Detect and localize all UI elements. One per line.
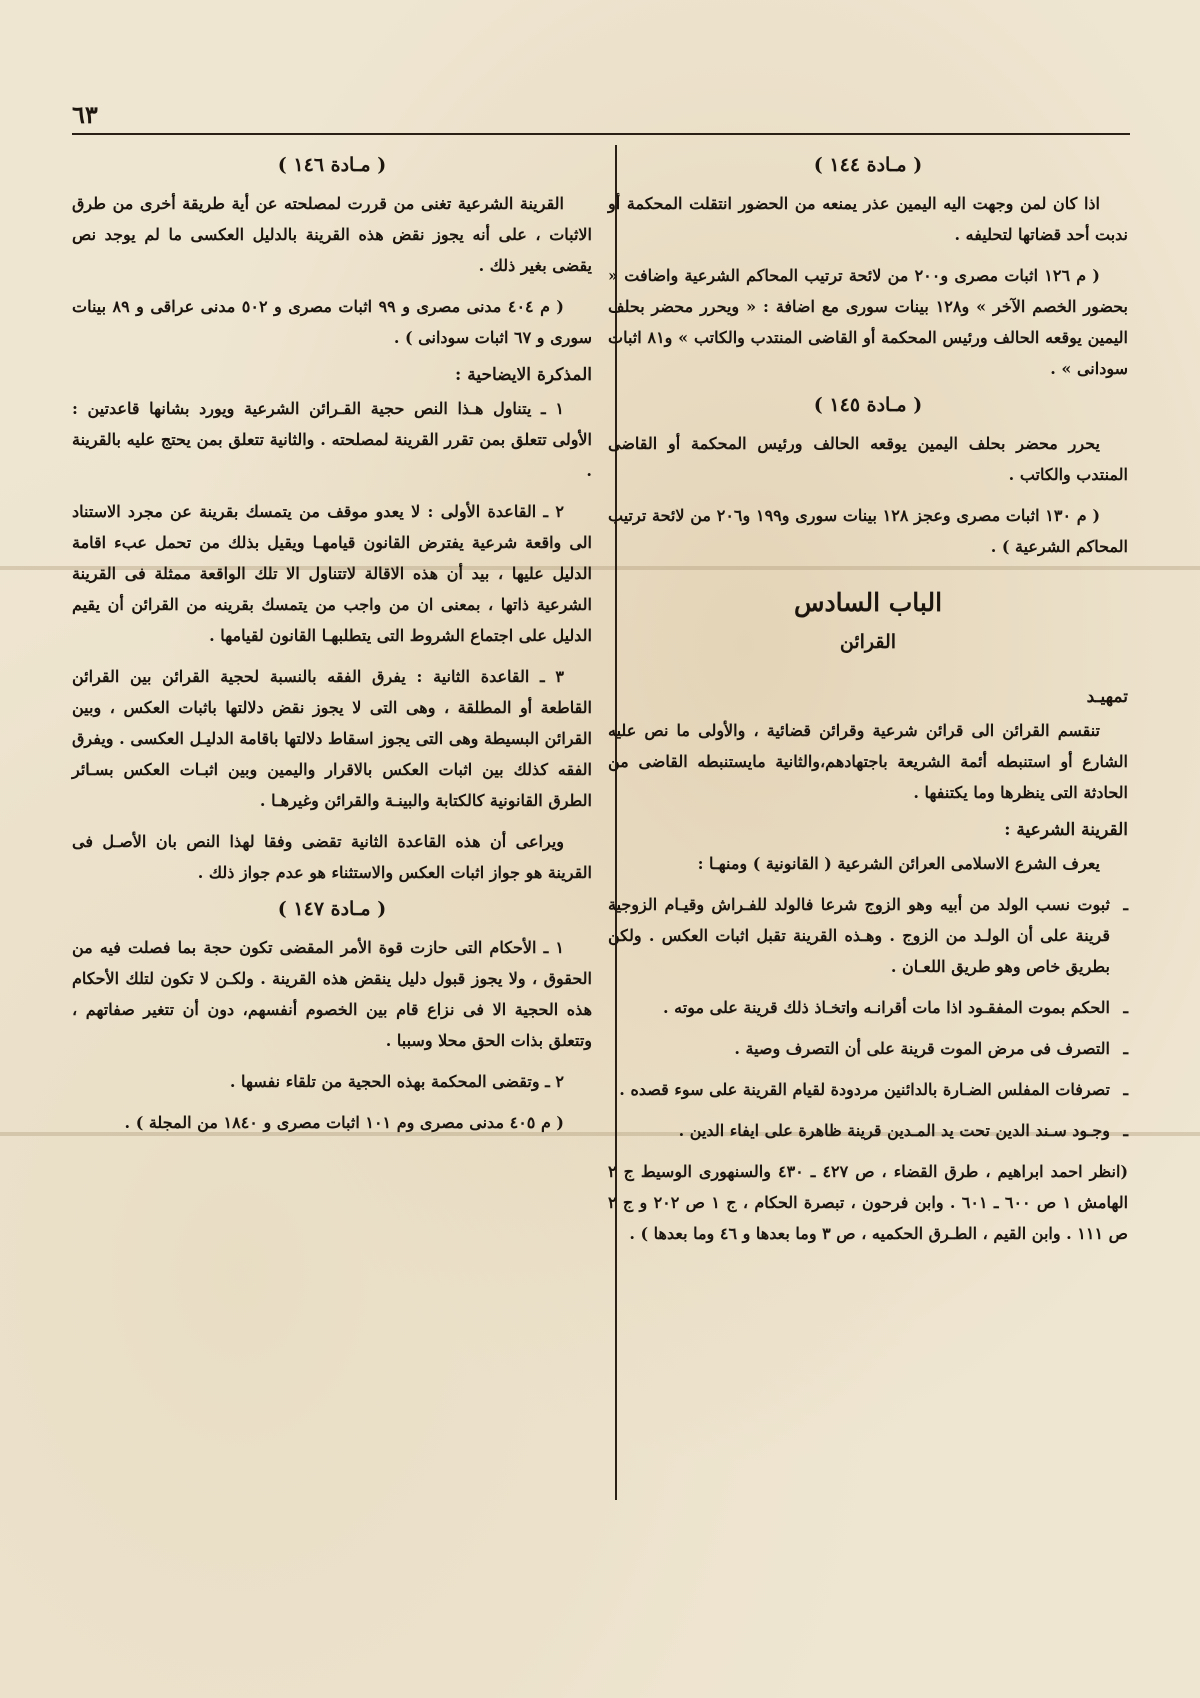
list-item-text: التصرف فى مرض الموت قرينة على أن التصرف وصية . [734,1039,1110,1058]
article-147-text: ١ ـ الأحكام التى حازت قوة الأمر المقضى تكون حجة بما فصلت فيه من الحقوق ، ولا يجوز قبول دليل ينقض هذه القرينة . ولكـن لا تكون لتلك الأحكام هذه الحجية الا فى نزاع قام بين الخصوم أنفسهم، دون أن تتغير صفاتهم ، وتتعلق بذات الحق محلا وسببا . [72,938,593,1050]
memo-paragraph: ويراعى أن هذه القاعدة الثانية تقضى وفقا لهذا النص بان الأصـل فى القرينة هو جواز اثبات العكس والاستثناء هو عدم جواز ذلك . [72,832,592,882]
chapter-title: الباب السادس [793,588,943,617]
article-144-heading: ( مـادة ١٤٤ ) [813,154,923,176]
article-145-heading: ( مـادة ١٤٥ ) [813,394,923,416]
chapter-subtitle: القرائن [839,631,897,653]
article-146-heading: ( مـادة ١٤٦ ) [277,154,387,176]
article-146-reference: ( م ٤٠٤ مدنى مصرى و ٩٩ اثبات مصرى و ٥٠٢ مدنى عراقى و ٨٩ بينات سورى و ٦٧ اثبات سودانى ) . [72,297,592,347]
list-item-text: ثبوت نسب الولد من أبيه وهو الزوج شرعا فالولد للفـراش وقيـام الزوجية قرينة على أن الولـد من الزوج . وهـذه القرينة تقبل اثبات العكس . ولكن بطريق خاص وهو طريق اللعـان . [608,895,1111,976]
bullet: ـ [1123,1039,1128,1058]
list-item-text: تصرفات المفلس الضـارة بالدائنين مردودة لقيام القرينة على سوء قصده . [619,1080,1110,1099]
bullet: ـ [1123,998,1128,1017]
right-column [608,148,1128,1259]
intro-text: تنقسم القرائن الى قرائن شرعية وقرائن قضائية ، والأولى ما نص عليه الشارع أو استنبطه أئمة الشريعة باجتهادهم،والثانية مايستنبطه القاضى من الحادثة التى ينظرها وما يكتنفها . [608,721,1128,802]
header-rule [72,133,1130,135]
list-item-text: الحكم بموت المفقـود اذا مات أقرانـه واتخـاذ ذلك قرينة على موته . [663,998,1110,1017]
memo-paragraph: ١ ـ يتناول هـذا النص حجية القـرائن الشرعية ويورد بشانها قاعدتين : الأولى تتعلق بمن تقرر القرينة لمصلحته . والثانية تتعلق بمن يحتج عليه بالقرينة . [72,399,592,480]
article-147-heading: ( مـادة ١٤٧ ) [277,898,387,920]
memo-paragraph: ٢ ـ القاعدة الأولى : لا يعدو موقف من يتمسك بقرينة عن مجرد الاستناد الى واقعة شرعية يفترض القانون قيامهـا ويقيل بذلك من تحمل عبء اقامة الدليل عليها ، بيد أن هذه الاقالة لاتتناول الا تلك الواقعة ممثلة فى القرينة الشرعية ذاتها ، بمعنى ان من واجب من يتمسك بقرينه من القرائن أن يقيم الدليل على اجتماع الشروط التى يتطلبهـا القانون لقيامها . [72,502,593,645]
list-item [608,1033,1128,1064]
legal-presumption-heading: القرينة الشرعية : [1004,820,1128,840]
intro-heading: تمهيـد [1086,687,1128,707]
article-146-text: القرينة الشرعية تغنى من قررت لمصلحته عن أية طريقة أخرى من طرق الاثبات ، على أنه يجوز نقض هذه القرينة بالدليل العكسى ما لم يوجد نص يقضى بغير ذلك . [72,194,592,275]
article-147-text: ٢ ـ وتقضى المحكمة بهذه الحجية من تلقاء نفسها . [229,1072,564,1091]
references: (انظر احمد ابراهيم ، طرق القضاء ، ص ٤٢٧ ـ ٤٣٠ والسنهورى الوسيط ج ٢ الهامش ١ ص ٦٠٠ ـ ٦٠١ . وابن فرحون ، تبصرة الحكام ، ج ١ ص ٢٠٢ و ج ٢ ص ١١١ . وابن القيم ، الطـرق الحكميه ، ص ٣ وما بعدها و ٤٦ وما بعدها ) . [608,1162,1129,1243]
list-item [608,889,1128,982]
article-144-reference: ( م ١٢٦ اثبات مصرى و٢٠٠ من لائحة ترتيب المحاكم الشرعية واضافت « بحضور الخصم الآخر » و١٢٨ بينات سورى مع اضافة : « ويحرر محضر بحلف اليمين يوقعه الحالف ورئيس المحكمة أو القاضى المنتدب والكاتب » و٨١ اثبات سودانى » . [608,266,1129,378]
left-column [72,148,592,1148]
list-item [608,1115,1128,1146]
list-item [608,1074,1128,1105]
article-144-text: اذا كان لمن وجهت اليه اليمين عذر يمنعه من الحضور انتقلت المحكمة أو ندبت أحد قضاتها لتحليفه . [608,194,1128,244]
bullet: ـ [1123,1080,1128,1099]
list-item [608,992,1128,1023]
memo-paragraph: ٣ ـ القاعدة الثانية : يفرق الفقه بالنسبة لحجية القرائن بين القرائن القاطعة أو المطلقة ، وهى التى لا يجوز نقض دلالتها باثبات العكس ، وبين القرائن البسيطة وهى التى يجوز اسقاط دلالتها باقامة الدليـل العكسى . ويفرق الفقه كذلك بين اثبات العكس بالاقرار واليمين وبين اثبـات العكس بسـائر الطرق القانونية كالكتابة والبينـة والقرائن وغيرهـا . [72,667,593,810]
bullet: ـ [1123,895,1128,914]
explanatory-memo-heading: المذكرة الايضاحية : [455,365,592,385]
bullet: ـ [1123,1121,1128,1140]
article-145-reference: ( م ١٣٠ اثبات مصرى وعجز ١٢٨ بينات سورى و١٩٩ و٢٠٦ من لائحة ترتيب المحاكم الشرعية ) . [608,506,1128,556]
article-145-text: يحرر محضر بحلف اليمين يوقعه الحالف ورئيس المحكمة أو القاضى المنتدب والكاتب . [608,434,1128,484]
legal-presumption-intro: يعرف الشرع الاسلامى العرائن الشرعية ( القانونية ) ومنهـا : [697,854,1100,873]
page-number: ٦٣ [72,100,98,129]
article-147-reference: ( م ٤٠٥ مدنى مصرى وم ١٠١ اثبات مصرى و ١٨٤٠ من المجلة ) . [124,1113,564,1132]
list-item-text: وجـود سـند الدين تحت يد المـدين قرينة ظاهرة على ايفاء الدين . [678,1121,1110,1140]
